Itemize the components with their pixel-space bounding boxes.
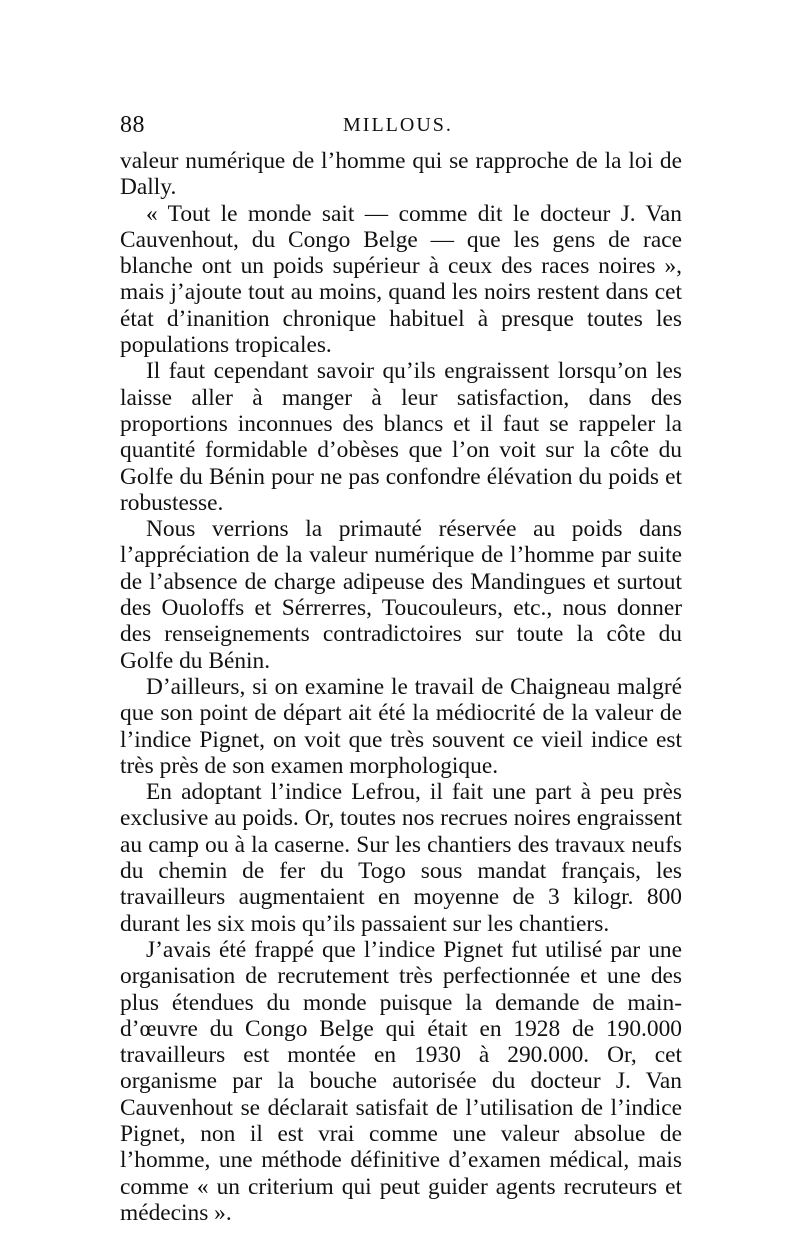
paragraph: En adoptant l’indice Lefrou, il fait une part à peu près exclusive au poids. Or, toutes nos recrues noires engraissent au camp ou à la caserne. Sur les chantiers des travaux neufs du chemin de fer du Togo sous mandat français, les travailleurs augmentaient en moyenne de 3 kilogr. 800 durant les six mois qu’ils passaient sur les chantiers. — [120, 779, 682, 937]
running-head — [120, 112, 682, 146]
page-number: 88 — [120, 112, 145, 138]
paragraph: D’ailleurs, si on examine le travail de Chaigneau malgré que son point de départ ait été la médiocrité de la valeur de l’indice Pignet, on voit que très souvent ce vieil indice est très près de son examen morphologique. — [120, 673, 682, 779]
paragraph: Nous verrions la primauté réservée au poids dans l’appréciation de la valeur numérique de l’homme par suite de l’absence de charge adipeuse des Mandingues et surtout des Ouoloffs et Sérrerres, Toucouleurs, etc., nous donner des renseignements contradictoires sur toute la côte du Golfe du Bénin. — [120, 516, 682, 674]
paragraph: « Tout le monde sait — comme dit le docteur J. Van Cauvenhout, du Congo Belge — que les gens de race blanche ont un poids supérieur à ceux des races noires », mais j’ajoute tout au moins, quand les noirs restent dans cet état d’inanition chronique habituel à presque toutes les populations tropicales. — [120, 200, 682, 359]
running-title: MILLOUS. — [343, 114, 453, 136]
paragraph: Il faut cependant savoir qu’ils engraissent lorsqu’on les laisse aller à manger à leur satisfaction, dans des proportions inconnues des blancs et il faut se rappeler la quantité formidable d’obèses que l’on voit sur la côte du Golfe du Bénin pour ne pas confondre élévation du poids et robustesse. — [120, 358, 682, 516]
paragraph: valeur numérique de l’homme qui se rapproche de la loi de Dally. — [120, 148, 682, 201]
body-text — [120, 148, 682, 1226]
paragraph: J’avais été frappé que l’indice Pignet fut utilisé par une organisation de recrutement très perfectionnée et une des plus étendues du monde puisque la demande de main-d’œuvre du Congo Belge qui était en 1928 de 190.000 travailleurs est montée en 1930 à 290.000. Or, cet organisme par la bouche autorisée du docteur J. Van Cauvenhout se déclarait satisfait de l’utilisation de l’indice Pignet, non il est vrai comme une valeur absolue de l’homme, une méthode définitive d’examen médical, mais comme « un criterium qui peut guider agents recruteurs et médecins ». — [120, 936, 682, 1226]
